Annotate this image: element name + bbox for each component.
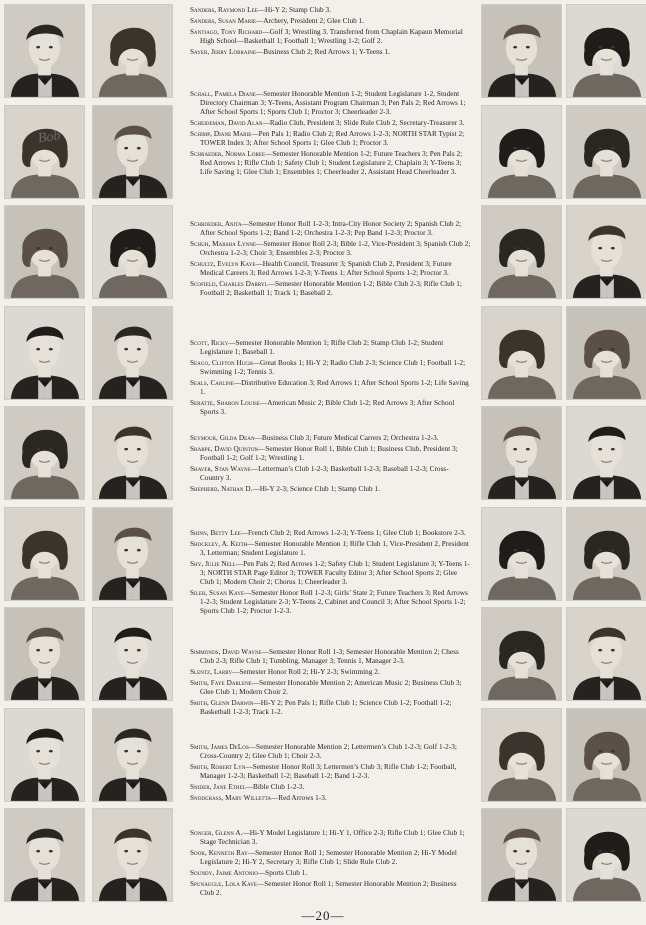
student-activities: —Semester Honor Roll 1-3; Semester Honorable Mention 2; Chess Club 2-3; Rifle Club 1; Tumbling, Manager 3; Tennis 1, Manager 2-3. (200, 648, 459, 665)
student-activities: —Red Arrows 1-3. (271, 794, 327, 802)
student-name: Schimp, Diane Marie (190, 130, 252, 138)
student-entry (190, 829, 472, 847)
student-portrait (4, 205, 85, 299)
page-number: —20— (301, 908, 345, 923)
student-entry (190, 119, 472, 128)
student-name: Sanders, Raymond Lee (190, 6, 258, 14)
student-entry (190, 560, 472, 587)
student-entry (190, 359, 472, 377)
student-entry (190, 540, 472, 558)
student-name: Siler, Susan Kaye (190, 589, 244, 597)
student-name: Schall, Pamela Diane (190, 90, 256, 98)
student-activities: —Sports Club 1. (257, 869, 308, 877)
student-entry (190, 465, 472, 483)
entry-group (190, 743, 472, 805)
student-name: Smith, James DeLos (190, 743, 249, 751)
student-portrait (481, 306, 562, 400)
student-name: Schroeder, Anita (190, 220, 242, 228)
student-name: Slentz, Larry (190, 668, 233, 676)
student-portrait (566, 205, 646, 299)
student-activities: —Semester Honor Roll 1; Semester Honorable Mention 2; Business Club 2. (200, 880, 457, 897)
student-name: Shinn, Betty Lee (190, 529, 241, 537)
student-portrait (481, 607, 562, 701)
entry-group (190, 829, 472, 900)
student-entry (190, 679, 472, 697)
student-portrait (481, 105, 562, 199)
student-portrait (4, 808, 85, 902)
student-activities: —Bible Club 1-2-3. (245, 783, 305, 791)
student-name: Sook, Kenneth Ray (190, 849, 248, 857)
student-activities: —Hi-Y Model Legislature 1; Hi-Y 1, Office 2-3; Rifle Club 1; Glee Club 1; Stage Technician 3. (200, 829, 465, 846)
student-activities: —Semester Honorable Mention 1-2; Student Legislature 1-2, Student Directory Chairman 3; Y-Teens, Assistant Program Chairman 3; Pen Pals 2; Red Arrows 1; After School Sports 1; Sports Club 1; Proctor 3; Cheerleader 2-3. (200, 90, 466, 116)
student-entry (190, 783, 472, 792)
student-activities: —Hi-Y 2; Pen Pals 1; Rifle Club 1; Science Club 1-2; Football 1-2; Basketball 1-2-3; Track 1-2. (200, 699, 452, 716)
student-name: Seals, Carline (190, 379, 234, 387)
student-entry (190, 399, 472, 417)
student-name: Seymour, Gilda Dean (190, 434, 255, 442)
student-activities: —Semester Honor Roll 2; Hi-Y 2-3; Swimming 2. (232, 668, 380, 676)
student-entry (190, 434, 472, 443)
student-entry (190, 668, 472, 677)
student-entry (190, 260, 472, 278)
student-entry (190, 529, 472, 538)
student-entry (190, 220, 472, 238)
entry-group (190, 434, 472, 496)
student-portrait (92, 105, 173, 199)
student-portrait (92, 607, 173, 701)
student-activities: —American Music 2; Bible Club 1-2; Red Arrows 3; After School Sports 3. (200, 399, 455, 416)
student-portrait (566, 4, 646, 98)
student-activities: —Semester Honor Roll 1, Bible Club 1; Business Club, President 3; Football 1-2; Golf 1-2; Wrestling 1. (200, 445, 458, 462)
student-portrait (4, 708, 85, 802)
student-activities: —Semester Honor Roll 1-2-3; Intra-City Honor Society 2; Spanish Club 2; After School Sports 1-2; Band 1-2; Orchestra 1-2-3; Pep Band 1-2-3; Proctor 3. (200, 220, 462, 237)
student-entry (190, 240, 472, 258)
student-portrait (481, 808, 562, 902)
student-name: Snider, Jane Ethel (190, 783, 246, 791)
student-activities: —Hi-Y 2-3; Science Club 1; Stamp Club 1. (252, 485, 381, 493)
student-name: Scofield, Charles Darryl (190, 280, 268, 288)
student-portrait (92, 205, 173, 299)
student-entry (190, 699, 472, 717)
student-activities: —Semester Honor Roll 1-2-3; Girls’ State 2; Future Teachers 3; Red Arrows 1-2-3; Student Legislature 2-3; Y-Teens 2, Cabinet and Council 3; After School Sports 1-2; Sports Club 1-2; Proctor 1-2-3. (200, 589, 468, 615)
student-portrait (92, 808, 173, 902)
student-activities: —Semester Honorable Mention 2; Lettermen’s Club 1-2-3; Golf 1-2-3; Cross-Country 2; Glee Club 1; Choir 2-3. (200, 743, 457, 760)
student-entry (190, 763, 472, 781)
student-entry (190, 17, 472, 26)
student-entry (190, 794, 472, 803)
student-activities: —Great Books 1; Hi-Y 2; Radio Club 2-3; Science Club 1; Football 1-2; Swimming 1-2; Tennis 3. (200, 359, 466, 376)
student-portrait (92, 406, 173, 500)
student-activities: —Hi-Y 2; Stamp Club 3. (257, 6, 332, 14)
student-entry (190, 280, 472, 298)
student-name: Sharpe, David Quinton (190, 445, 259, 453)
student-entry (190, 150, 472, 177)
student-portrait (4, 607, 85, 701)
student-activities: —Semester Honor Roll 2-3; Bible 1-2, Vice-President 3; Spanish Club 2; Orchestra 1-2-3; Choir 3; Ensembles 2-3; Proctor 3. (200, 240, 471, 257)
student-portrait (481, 708, 562, 802)
student-portrait (566, 105, 646, 199)
student-name: Seago, Clifton Hugh (190, 359, 253, 367)
student-name: Smith, Glenn Darwin (190, 699, 254, 707)
student-portrait (4, 507, 85, 601)
student-portrait (4, 105, 85, 199)
student-entry (190, 28, 472, 46)
student-activities: —Business Club 2; Red Arrows 1; Y-Teens 1. (256, 48, 390, 56)
student-portrait (481, 205, 562, 299)
student-activities: —Semester Honorable Mention 1; Rifle Club 2; Stamp Club 1-2; Student Legislature 1; Baseball 1. (200, 339, 444, 356)
student-entry (190, 130, 472, 148)
student-portrait (481, 4, 562, 98)
student-name: Smith, Robert Lyn (190, 763, 246, 771)
entry-group (190, 6, 472, 59)
student-activities: —Pen Pals 1; Radio Club 2; Red Arrows 1-2-3; NORTH STAR Typist 2; TOWER Index 3; After School Sports 1; Glee Club 1; Proctor 3. (200, 130, 465, 147)
student-name: Shepherd, Nathan D. (190, 485, 253, 493)
student-portrait (566, 306, 646, 400)
student-portrait (481, 507, 562, 601)
student-name: Scheideman, David Alan (190, 119, 263, 127)
student-entry (190, 869, 472, 878)
student-activities: —Distributive Education 3; Red Arrows 1; After School Sports 1-2; Life Saving 1. (200, 379, 469, 396)
student-entry (190, 880, 472, 898)
student-name: Scott, Ricky (190, 339, 229, 347)
student-portrait (566, 808, 646, 902)
student-name: Spunaugle, Lola Kaye (190, 880, 258, 888)
student-name: Schraeder, Norma Loree (190, 150, 266, 158)
student-activities: —Health Council, Treasurer 3; Spanish Club 2, President 3; Future Medical Careers 3; Red Arrows 1-2-3; Y-Teens 1; After School Sports 1-2; Proctor 3. (200, 260, 452, 277)
student-entry (190, 589, 472, 616)
student-name: Simmonds, David Wayne (190, 648, 262, 656)
student-name: Smith, Faye Darlene (190, 679, 252, 687)
student-entry (190, 339, 472, 357)
student-name: Shockley, A. Keith (190, 540, 248, 548)
student-entry (190, 445, 472, 463)
student-activities: —Business Club 3; Future Medical Carrers 2; Orchestra 1-2-3. (254, 434, 439, 442)
student-name: Soundy, Jaime Antonio (190, 869, 258, 877)
student-name: Sayer, Jerry Lorraine (190, 48, 257, 56)
entry-group (190, 90, 472, 179)
student-entry (190, 485, 472, 494)
entry-group (190, 220, 472, 300)
student-portrait (92, 4, 173, 98)
student-portrait (4, 306, 85, 400)
student-activities: —Semester Honorable Mention 1-2; Bible Club 2-3; Rifle Club 1; Football 2; Basketball 1; Track 1; Baseball 2. (200, 280, 462, 297)
student-activities: —Semester Honor Roll 3; Lettermen’s Club 3; Rifle Club 1-2; Football, Manager 1-2-3; Basketball 1-2; Baseball 1-2; Band 1-2-3. (200, 763, 457, 780)
student-portrait (566, 406, 646, 500)
student-activities: —Semester Honorable Mention 2; American Music 2; Business Club 3; Glee Club 1; Modern Choir 2. (200, 679, 462, 696)
student-portrait (92, 708, 173, 802)
student-name: Snodgrass, Mary Willetta (190, 794, 272, 802)
student-activities: —Letterman’s Club 1-2-3; Basketball 1-2-3; Baseball 1-2-3; Cross-Country 3. (200, 465, 449, 482)
student-name: Schuh, Marsha Lynne (190, 240, 257, 248)
student-portrait (4, 406, 85, 500)
student-portrait (4, 4, 85, 98)
student-activities: —French Club 2; Red Arrows 1-2-3; Y-Teens 1; Glee Club 1; Bookstore 2-3. (240, 529, 466, 537)
student-name: Songer, Glenn A. (190, 829, 243, 837)
student-activities: —Semester Honorable Mention 1; Rifle Club 1, Vice-President 2, President 3, Letterman; Student Legislature 1. (200, 540, 469, 557)
student-entry (190, 743, 472, 761)
student-activities: —Golf 3; Wrestling 3. Transferred from Chaplain Kapaun Memorial High School—Basketball 1; Football 1; Wrestling 1-2; Golf 2. (200, 28, 463, 45)
entry-group (190, 648, 472, 719)
entry-group (190, 529, 472, 618)
student-entry (190, 379, 472, 397)
student-name: Shaver, Stan Wayne (190, 465, 251, 473)
student-portrait (92, 507, 173, 601)
student-entry (190, 6, 472, 15)
student-activities: —Semester Honor Roll 1; Semester Honorable Mention 2; Hi-Y Model Legislature 2; Hi-Y 2, Secretary 3; Rifle Club 1; Slide Rule Club 2. (200, 849, 457, 866)
student-name: Santiago, Tony Richard (190, 28, 263, 36)
student-portrait (566, 708, 646, 802)
student-activities: —Semester Honorable Mention 1-2; Future Teachers 3; Pen Pals 2; Red Arrows 1; Rifle Club 1; Safety Club 1; Student Legislature 2, Chaplain 3; Y-Teens 3; Life Saving 1; Glee Club 1; Ensembles 1; Cheerleader 2, Assistant Head Cheerleader 3. (200, 150, 463, 176)
student-portrait (566, 607, 646, 701)
student-entry (190, 849, 472, 867)
student-entry (190, 648, 472, 666)
student-name: Shy, Julie Nell (190, 560, 236, 568)
handwritten-note: Bob (36, 128, 62, 147)
student-portrait (92, 306, 173, 400)
student-activities: —Radio Club, President 3; Slide Rule Club 2, Secretary-Treasurer 3. (262, 119, 465, 127)
entry-group (190, 339, 472, 419)
student-entry (190, 90, 472, 117)
student-name: Schultz, Evelyn Kaye (190, 260, 256, 268)
student-activities: —Archery, President 2; Glee Club 1. (256, 17, 365, 25)
student-entry (190, 48, 472, 57)
student-name: Seratte, Sharon Louise (190, 399, 260, 407)
student-name: Sanders, Susan Marie (190, 17, 257, 25)
student-portrait (481, 406, 562, 500)
student-portrait (566, 507, 646, 601)
student-activities: —Pen Pals 2; Red Arrows 1-2; Safety Club 1; Student Legislature 3; Y-Teens 1-3; NORTH STAR Page Editor 3; TOWER Faculty Editor 3; After School Sports 2; Glee Club 1; Modern Choir 2; Chorus 1; Cheerleader 3. (200, 560, 470, 586)
